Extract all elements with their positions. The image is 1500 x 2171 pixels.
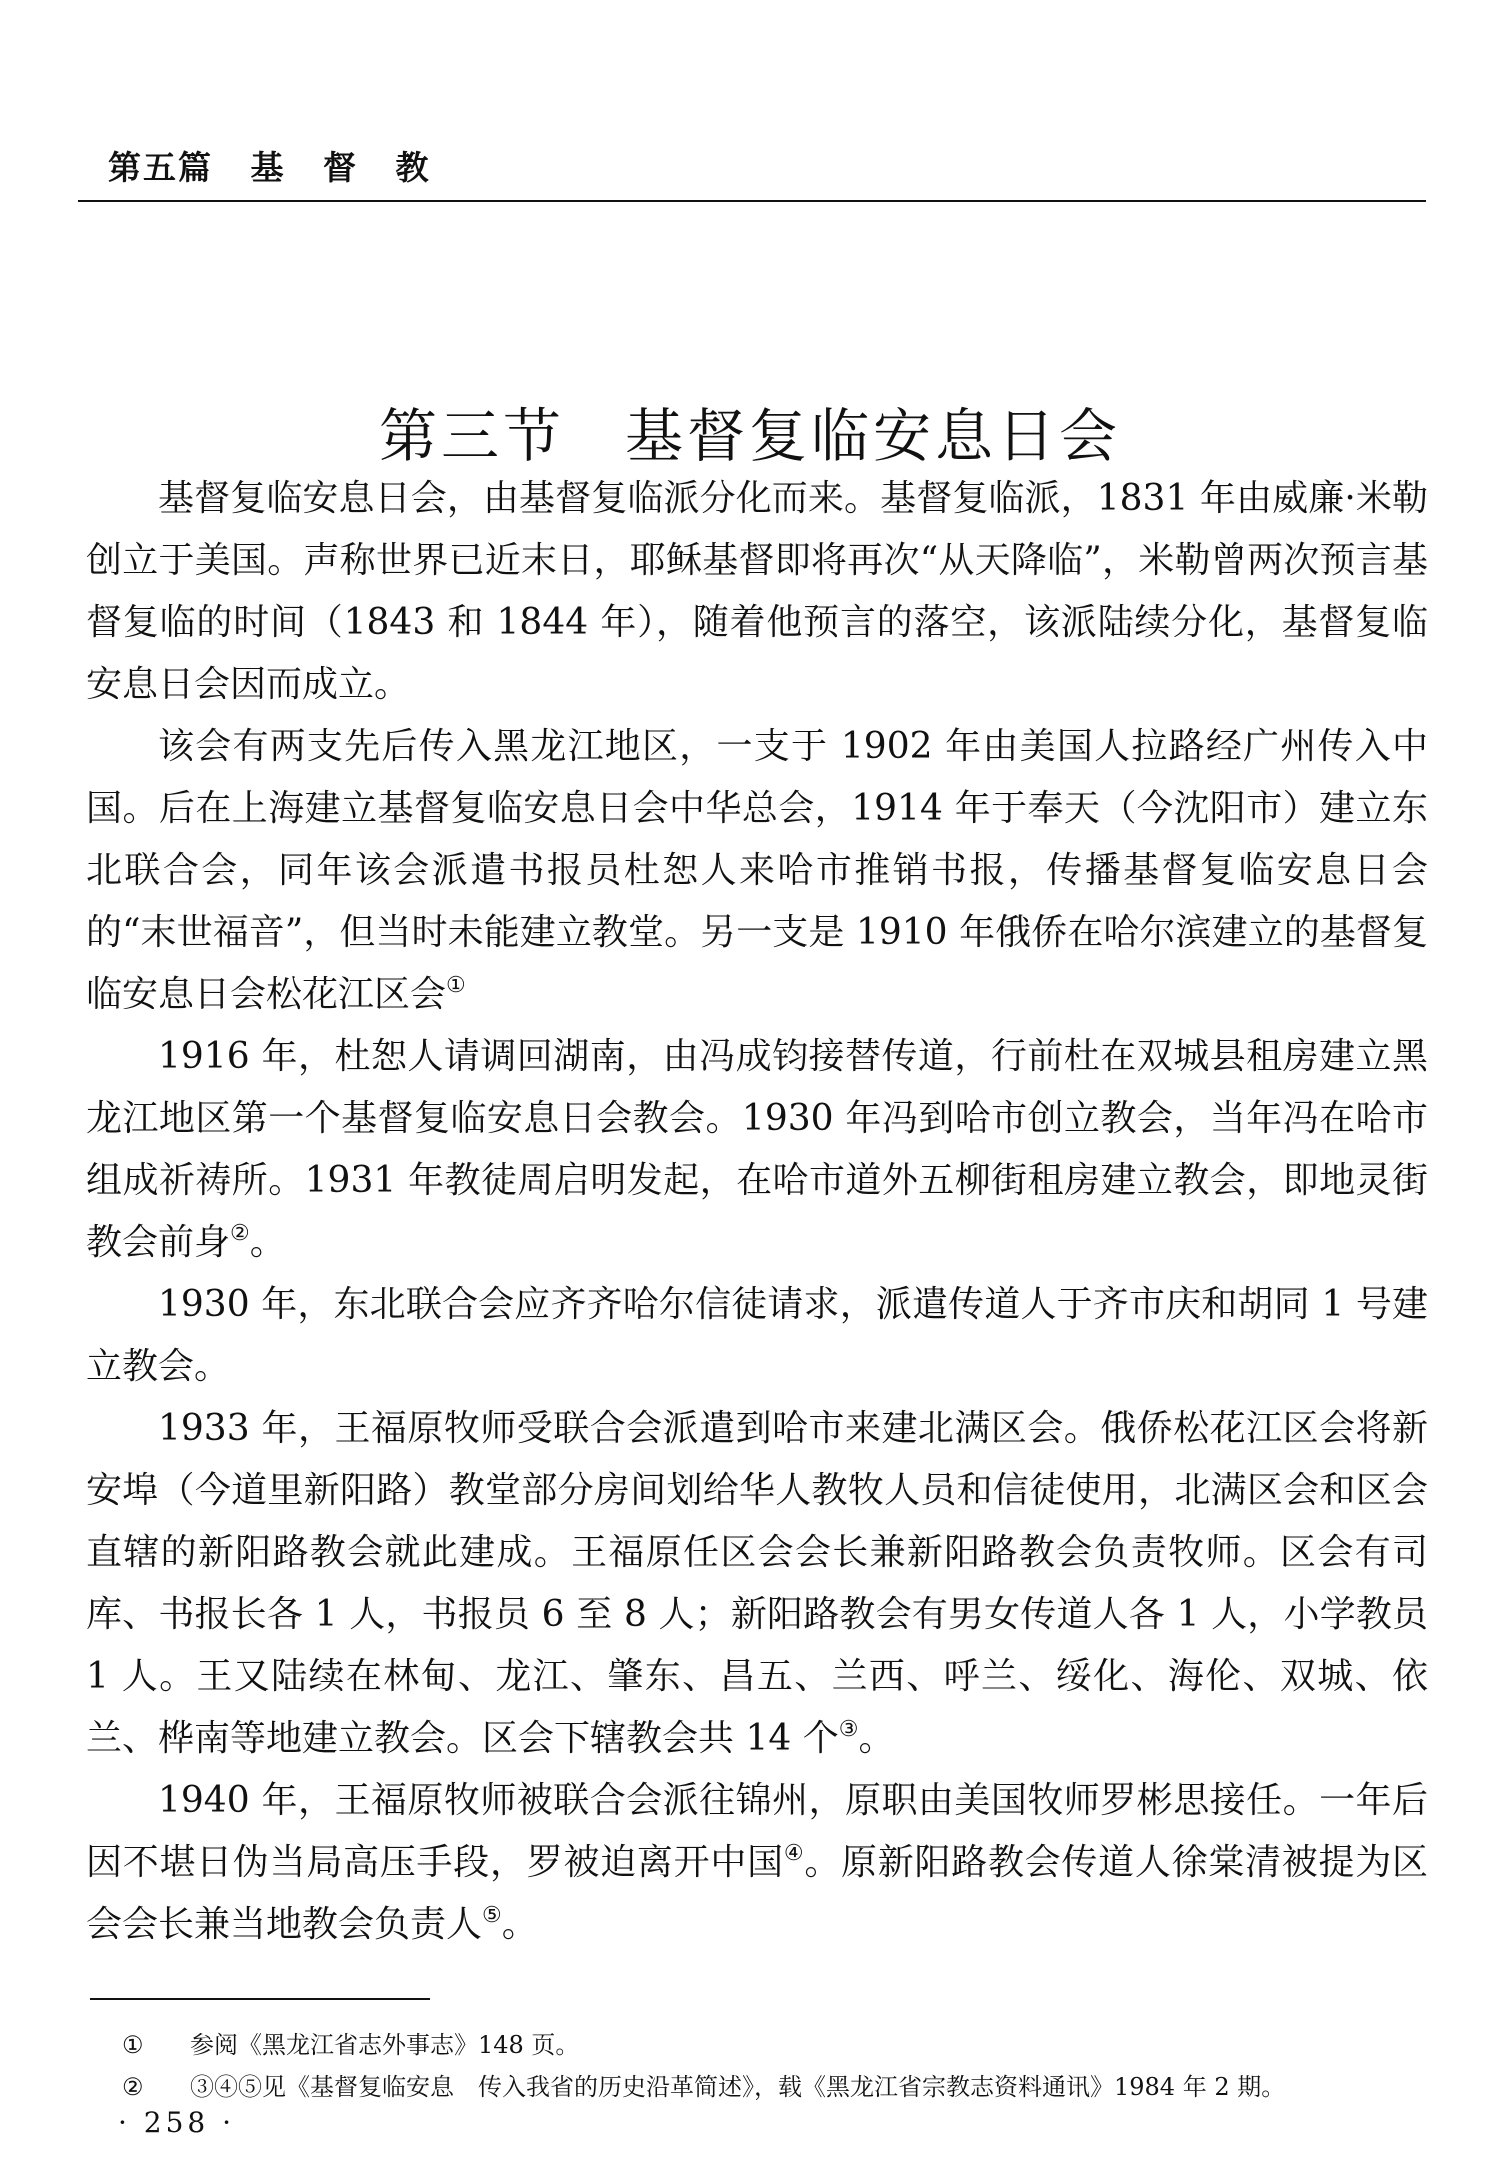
page-number: · 258 · [118,2106,236,2139]
paragraph [86,716,1428,1026]
paragraph [86,1274,1428,1398]
paragraph [86,468,1428,716]
paragraph-tail: 。原新阳路教会传道人徐棠清被提为区会会长兼当地教会负责人 [86,1842,1428,1945]
paragraph-text: 1933 年，王福原牧师受联合会派遣到哈市来建北满区会。俄侨松花江区会将新安埠（今道里新阳路）教堂部分房间划给华人教牧人员和信徒使用，北满区会和区会直辖的新阳路教会就此建成。王福原任区会会长兼新阳路教会负责牧师。区会有司库、书报长各 1 人，书报员 6 至 8 人；新阳路教会有男女传道人各 1 人，小学教员 1 人。王又陆续在林甸、龙江、肇东、昌五、兰西、呼兰、绥化、海伦、双城、依兰、桦南等地建立教会。区会下辖教会共 14 个 [86,1408,1428,1759]
footnote [122,2024,1402,2066]
footnotes [122,2024,1402,2108]
footnote-mark: ① [122,2031,144,2059]
paragraph-text: 该会有两支先后传入黑龙江地区，一支于 1902 年由美国人拉路经广州传入中国。后在上海建立基督复临安息日会中华总会，1914 年于奉天（今沈阳市）建立东北联合会，同年该会派遣书报员杜恕人来哈市推销书报，传播基督复临安息日会的“末世福音”，但当时未能建立教堂。另一支是 1910 年俄侨在哈尔滨建立的基督复临安息日会松花江区会 [86,726,1428,1015]
footnote-ref[interactable]: ④ [783,1841,805,1866]
section-name: 基督复临安息日会 [625,401,1122,470]
paragraph-tail: 。 [858,1718,895,1759]
header-rule [78,200,1426,202]
paragraph-tail: 。 [501,1904,538,1945]
paragraph-text: 1930 年，东北联合会应齐齐哈尔信徒请求，派遣传道人于齐市庆和胡同 1 号建立教会。 [86,1284,1428,1387]
footnote-ref[interactable]: ③ [838,1717,859,1742]
section-number: 第三节 [378,401,565,470]
footnote-ref[interactable]: ⑤ [482,1903,502,1928]
running-head-char: 基 [250,148,286,187]
paragraph-text: 1916 年，杜恕人请调回湖南，由冯成钧接替传道，行前杜在双城县租房建立黑龙江地区第一个基督复临安息日会教会。1930 年冯到哈市创立教会，当年冯在哈市组成祈祷所。1931 年教徒周启明发起，在哈市道外五柳街租房建立教会，即地灵街教会前身 [86,1036,1428,1263]
footnote-ref[interactable]: ② [230,1221,250,1246]
paragraph [86,1398,1428,1770]
footnote [122,2066,1402,2108]
footnote-ref[interactable]: ① [446,973,466,998]
paragraph-tail: 。 [249,1222,286,1263]
running-head-part: 第五篇 [108,148,213,187]
body-text [86,468,1428,1956]
footnote-rule [90,1998,430,2000]
running-head-char: 教 [395,148,431,187]
footnote-text: ③④⑤见《基督复临安息 传入我省的历史沿革简述》，载《黑龙江省宗教志资料通讯》1984 年 2 期。 [190,2073,1286,2101]
paragraph-text: 1940 年，王福原牧师被联合会派往锦州，原职由美国牧师罗彬思接任。一年后因不堪日伪当局高压手段，罗被迫离开中国 [86,1780,1428,1883]
footnote-text: 参阅《黑龙江省志外事志》148 页。 [190,2031,580,2059]
paragraph-text: 基督复临安息日会，由基督复临派分化而来。基督复临派，1831 年由威廉·米勒创立于美国。声称世界已近末日，耶稣基督即将再次“从天降临”，米勒曾两次预言基督复临的时间（1843 和 1844 年），随着他预言的落空，该派陆续分化，基督复临安息日会因而成立。 [86,478,1428,705]
section-title [0,389,1500,473]
paragraph [86,1026,1428,1274]
paragraph [86,1770,1428,1956]
running-head [108,142,431,189]
running-head-char: 督 [323,148,358,187]
footnote-mark: ② [122,2073,144,2101]
